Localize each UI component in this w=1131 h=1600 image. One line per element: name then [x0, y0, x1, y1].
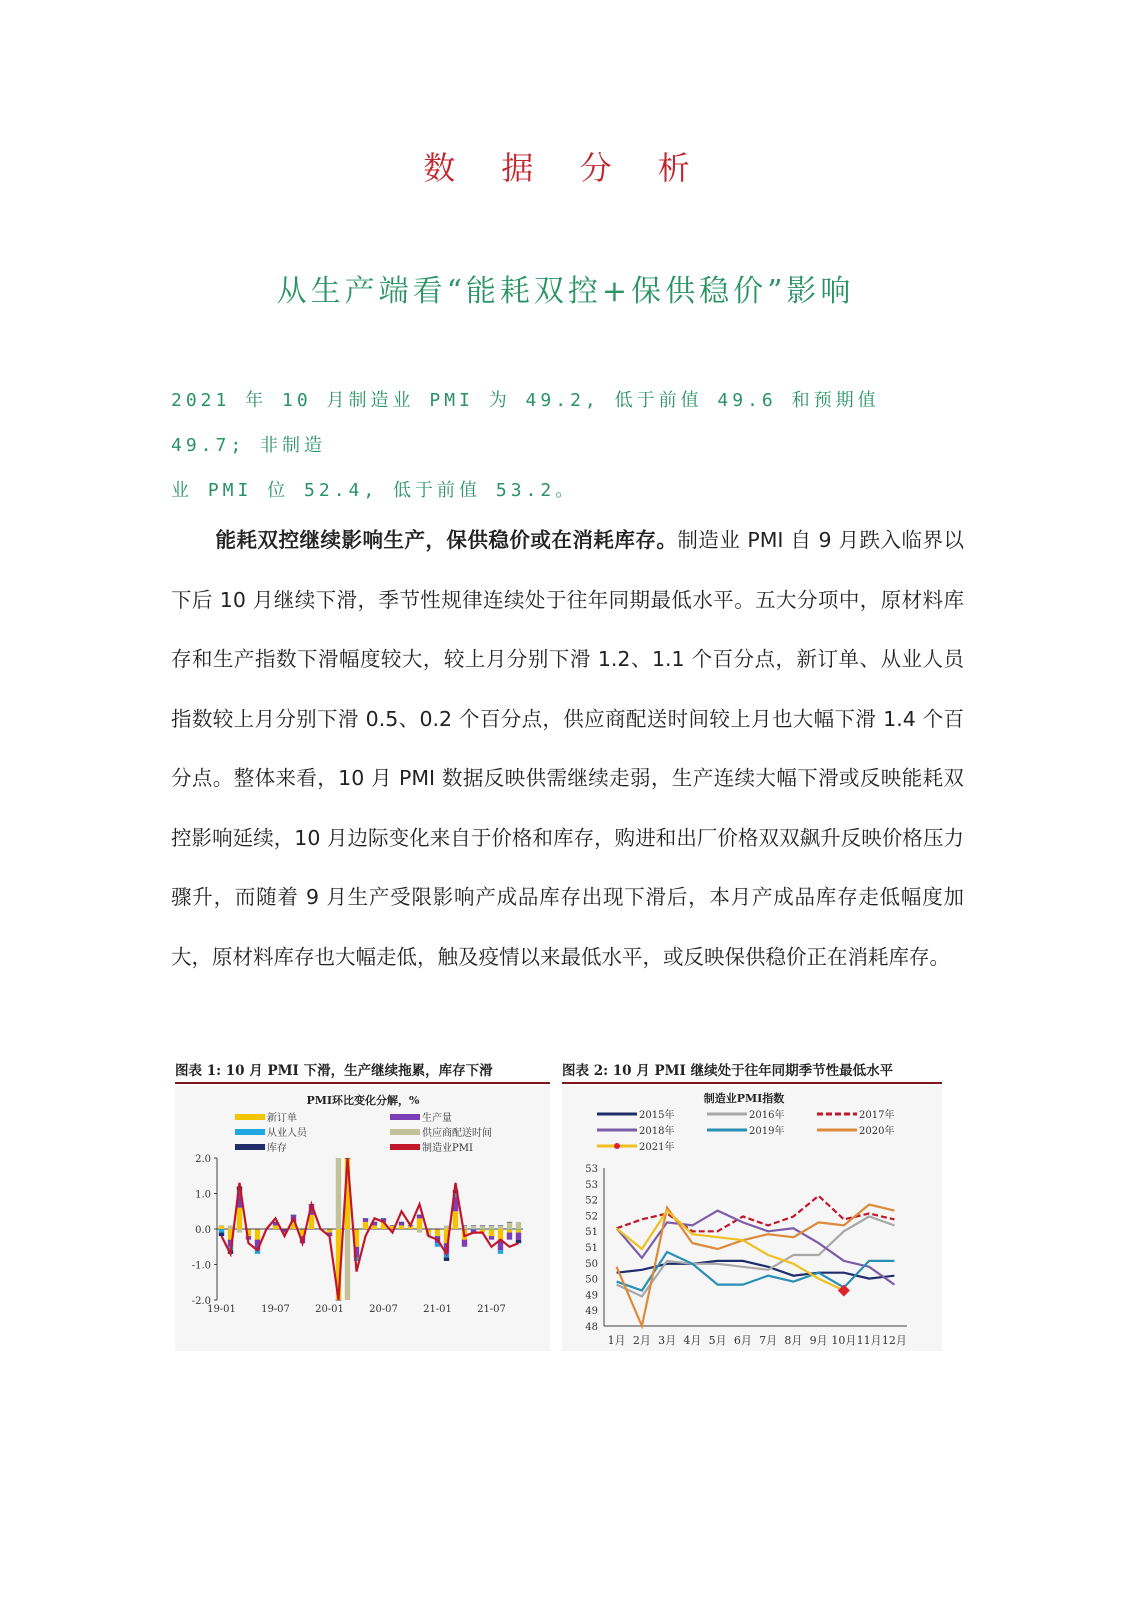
figure-2-title: 图表 2: 10 月 PMI 继续处于往年同期季节性最低水平	[562, 1063, 894, 1079]
legend-label: 2019年	[749, 1126, 785, 1137]
y-tick-label: 53	[585, 1179, 598, 1191]
legend-marker	[614, 1143, 620, 1149]
chart-title: PMI环比变化分解，%	[306, 1094, 420, 1107]
bar-segment	[363, 1218, 368, 1219]
legend-label: 库存	[267, 1143, 287, 1154]
y-tick-label: 50	[585, 1258, 598, 1270]
bar-segment	[498, 1229, 503, 1240]
bar-segment	[363, 1222, 368, 1229]
section-title: 从生产端看“能耗双控+保供稳价”影响	[276, 274, 855, 309]
bar-segment	[471, 1229, 476, 1230]
figure-1-panel	[175, 1086, 550, 1351]
figure-2-rule	[562, 1082, 942, 1084]
bar-segment	[489, 1229, 494, 1236]
y-tick-label: 48	[585, 1322, 598, 1333]
y-tick-label: 51	[585, 1227, 598, 1239]
legend-label: 2020年	[859, 1126, 895, 1137]
legend-swatch	[235, 1144, 265, 1150]
bar-segment	[462, 1240, 467, 1247]
bar-segment	[471, 1225, 476, 1226]
y-tick-label: 52	[585, 1195, 598, 1207]
x-tick-label: 6月	[733, 1334, 752, 1347]
legend-swatch	[390, 1129, 420, 1135]
bar-segment	[444, 1257, 449, 1261]
x-tick-label: 3月	[658, 1334, 677, 1347]
summary-line-2: 业 PMI 位 52.4, 低于前值 53.2。	[171, 480, 578, 501]
legend-swatch	[235, 1129, 265, 1135]
legend-swatch	[390, 1114, 420, 1120]
bar-segment	[219, 1229, 224, 1233]
legend-label: 2017年	[859, 1110, 895, 1121]
figure-2-panel	[562, 1086, 942, 1351]
x-tick-label: 11月	[856, 1334, 882, 1347]
bar-segment	[516, 1233, 521, 1240]
y-tick-label: -2.0	[191, 1296, 211, 1307]
bar-segment	[399, 1222, 404, 1226]
bar-segment	[417, 1215, 422, 1219]
chart-title: 制造业PMI指数	[703, 1092, 785, 1105]
bar-segment	[498, 1225, 503, 1226]
y-tick-label: 1.0	[195, 1189, 211, 1201]
bar-segment	[507, 1222, 512, 1223]
x-tick-label: 2月	[632, 1334, 651, 1347]
bar-segment	[372, 1225, 377, 1229]
legend-label: 从业人员	[267, 1128, 307, 1139]
legend-label: 供应商配送时间	[422, 1128, 492, 1139]
x-tick-label: 9月	[809, 1334, 828, 1347]
legend-label: 2018年	[639, 1126, 675, 1137]
x-tick-label: 1月	[607, 1334, 626, 1347]
bar-segment	[498, 1225, 503, 1229]
bar-segment	[336, 1158, 341, 1229]
bar-segment	[516, 1240, 521, 1244]
pmi-seasonal-chart	[562, 1086, 942, 1351]
x-tick-label: 19-01	[207, 1304, 236, 1315]
bar-segment	[273, 1225, 278, 1229]
bar-segment	[345, 1229, 350, 1300]
bar-segment	[363, 1218, 368, 1222]
bar-segment	[489, 1236, 494, 1240]
bar-segment	[507, 1229, 512, 1233]
bar-segment	[471, 1225, 476, 1229]
figure-1-rule	[175, 1082, 550, 1084]
bar-segment	[480, 1229, 485, 1230]
y-tick-label: 49	[585, 1290, 598, 1302]
x-tick-label: 21-07	[477, 1304, 506, 1315]
body-paragraph	[171, 511, 964, 987]
figure-1-title: 图表 1: 10 月 PMI 下滑，生产继续拖累，库存下滑	[175, 1063, 493, 1079]
bar-segment	[516, 1229, 521, 1230]
bar-segment	[507, 1229, 512, 1230]
legend-label: 2016年	[749, 1110, 785, 1121]
bar-segment	[444, 1225, 449, 1229]
legend-label: 2015年	[639, 1110, 675, 1121]
bar-segment	[255, 1229, 260, 1230]
bar-segment	[417, 1229, 422, 1233]
y-tick-label: 52	[585, 1211, 598, 1223]
bar-segment	[327, 1229, 332, 1233]
body-lead-sentence: 能耗双控继续影响生产，保供稳价或在消耗库存。	[215, 528, 678, 552]
page-heading: 数 据 分 析	[423, 149, 708, 187]
bar-segment	[354, 1229, 359, 1230]
x-tick-label: 7月	[759, 1334, 778, 1347]
legend-label: 新订单	[267, 1113, 297, 1124]
summary-paragraph	[171, 378, 961, 513]
bar-segment	[237, 1208, 242, 1229]
bar-segment	[219, 1225, 224, 1226]
bar-segment	[516, 1222, 521, 1229]
bar-segment	[516, 1229, 521, 1233]
pmi-decomposition-chart	[175, 1086, 550, 1351]
bar-segment	[228, 1225, 233, 1229]
y-tick-label: 51	[585, 1243, 598, 1254]
bar-segment	[237, 1229, 242, 1233]
x-tick-label: 5月	[708, 1334, 727, 1347]
y-tick-label: 0.0	[195, 1225, 211, 1236]
x-tick-label: 4月	[683, 1334, 702, 1347]
bar-segment	[489, 1229, 494, 1230]
x-tick-label: 8月	[784, 1334, 803, 1347]
bar-segment	[255, 1229, 260, 1240]
y-tick-label: 49	[585, 1306, 598, 1318]
bar-segment	[498, 1250, 503, 1254]
y-tick-label: -1.0	[191, 1260, 211, 1272]
bar-segment	[282, 1229, 287, 1230]
body-text: 制造业 PMI 自 9 月跌入临界以下后 10 月继续下滑，季节性规律连续处于往年同期最低水平。五大分项中，原材料库存和生产指数下滑幅度较大，较上月分别下滑 1.2、1.1 个百分点，新订单、从业人员指数较上月分别下滑 0.5、0.2 个百分点，供应商配送时间较上月也大幅下滑 1.4 个百分点。整体来看，10 月 PMI 数据反映供需继续走弱，生产连续大幅下滑或反映能耗双控影响延续，10 月边际变化来自于价格和库存，购进和出厂价格双双飙升反映价格压力骤升，而随着 9 月生产受限影响产成品库存出现下滑后，本月产成品库存走低幅度加大，原材料库存也大幅走低，触及疫情以来最低水平，或反映保供稳价正在消耗库存。	[171, 528, 965, 969]
bar-segment	[435, 1229, 440, 1236]
bar-segment	[219, 1233, 224, 1237]
summary-line-1: 2021 年 10 月制造业 PMI 为 49.2, 低于前值 49.6 和预期值 49.7; 非制造	[171, 390, 880, 456]
x-tick-label: 12月	[881, 1334, 907, 1347]
bar-segment	[480, 1225, 485, 1226]
bar-segment	[417, 1218, 422, 1229]
bar-segment	[507, 1222, 512, 1229]
legend-label: 2021年	[639, 1142, 675, 1153]
legend-label: 制造业PMI	[422, 1143, 473, 1154]
bar-segment	[480, 1225, 485, 1229]
x-tick-label: 21-01	[423, 1304, 452, 1315]
y-tick-label: 2.0	[195, 1154, 211, 1165]
bar-segment	[489, 1225, 494, 1229]
legend-label: 生产量	[422, 1113, 452, 1124]
bar-segment	[435, 1229, 440, 1230]
x-tick-label: 20-07	[369, 1304, 398, 1315]
bar-segment	[291, 1215, 296, 1216]
bar-segment	[507, 1233, 512, 1240]
y-tick-label: 50	[585, 1274, 598, 1286]
series-line	[617, 1217, 895, 1297]
series-line	[617, 1252, 895, 1291]
x-tick-label: 20-01	[315, 1304, 344, 1315]
bar-segment	[327, 1229, 332, 1230]
bar-segment	[453, 1211, 458, 1229]
x-tick-label: 10月	[831, 1334, 857, 1347]
bar-segment	[489, 1225, 494, 1226]
x-tick-label: 19-07	[261, 1304, 290, 1315]
bar-segment	[219, 1225, 224, 1229]
y-tick-label: 53	[585, 1164, 598, 1175]
legend-swatch	[390, 1144, 420, 1150]
legend-swatch	[235, 1114, 265, 1120]
bar-segment	[300, 1229, 305, 1230]
bar-segment	[399, 1225, 404, 1229]
bar-segment	[399, 1222, 404, 1223]
bar-segment	[381, 1218, 386, 1219]
